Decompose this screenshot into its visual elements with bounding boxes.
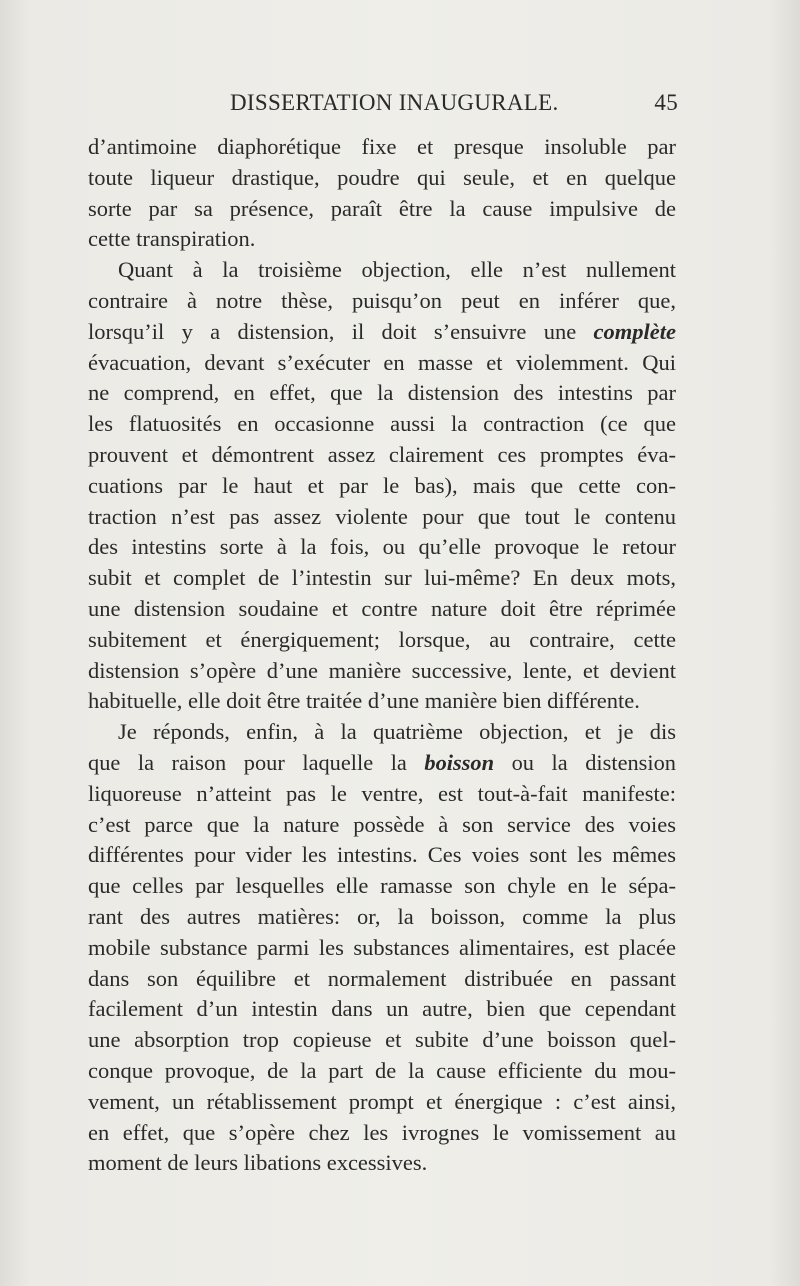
text-line: sorte par sa présence, paraît être la cause impulsive de [88,195,676,221]
text-line: contraire à notre thèse, puisqu’on peut en inférer que, [88,287,676,313]
text-line: vement, un rétablissement prompt et énergique : c’est ainsi, [88,1088,676,1114]
text-line [88,317,676,348]
text-line: dans son équilibre et normalement distribuée en passant [88,965,676,991]
text-line: subit et complet de l’intestin sur lui-même? En deux mots, [88,565,676,591]
text-line [88,748,676,779]
paragraph-start-line: Quant à la troisième objection, elle n’est nullement [118,257,676,283]
page-header [88,88,678,122]
text-line: prouvent et démontrent assez clairement ces promptes éva- [88,441,676,467]
page-number: 45 [654,90,678,115]
text-line: des intestins sorte à la fois, ou qu’elle provoque le retour [88,534,676,560]
text-line: d’antimoine diaphorétique fixe et presque insoluble par [88,134,676,159]
running-title: DISSERTATION INAUGURALE. [230,90,559,115]
text-line: cette transpiration. [88,226,256,252]
text-run: lorsqu’il y a distension, il doit s’ensuivre une [88,318,594,344]
emphasized-word: complète [593,318,676,344]
text-run: que la raison pour laquelle la [88,749,425,775]
text-line: facilement d’un intestin dans un autre, bien que cependant [88,996,676,1022]
text-line: une absorption trop copieuse et subite d’une boisson quel- [88,1027,676,1053]
text-run: ou la distension [494,749,676,775]
body-text [88,132,676,1179]
text-line: les flatuosités en occasionne aussi la contraction (ce que [88,411,676,437]
text-line: liquoreuse n’atteint pas le ventre, est tout-à-fait manifeste: [88,780,676,806]
text-line: mobile substance parmi les substances alimentaires, est placée [88,934,676,960]
text-line: distension s’opère d’une manière successive, lente, et devient [88,657,676,683]
text-line: rant des autres matières: or, la boisson, comme la plus [88,903,676,929]
text-line: différentes pour vider les intestins. Ces voies sont les mêmes [88,842,676,868]
text-line: en effet, que s’opère chez les ivrognes le vomissement au [88,1119,676,1145]
emphasized-word: boisson [424,749,495,775]
text-line: évacuation, devant s’exécuter en masse et violemment. Qui [88,349,676,375]
text-line: cuations par le haut et par le bas), mais que cette con- [88,472,676,498]
text-line: toute liqueur drastique, poudre qui seule, et en quelque [88,164,676,190]
text-line: que celles par lesquelles elle ramasse son chyle en le sépa- [88,873,676,899]
text-line: c’est parce que la nature possède à son service des voies [88,811,676,837]
text-line: une distension soudaine et contre nature doit être réprimée [88,595,676,621]
text-line: moment de leurs libations excessives. [88,1150,428,1176]
text-line: conque provoque, de la part de la cause efficiente du mou- [88,1057,676,1083]
text-line: traction n’est pas assez violente pour que tout le contenu [88,503,676,529]
text-line: ne comprend, en effet, que la distension des intestins par [88,380,676,406]
text-line: habituelle, elle doit être traitée d’une manière bien différente. [88,688,640,714]
paragraph-start-line: Je réponds, enfin, à la quatrième objection, et je dis [118,719,676,745]
text-line: subitement et énergiquement; lorsque, au contraire, cette [88,626,676,652]
